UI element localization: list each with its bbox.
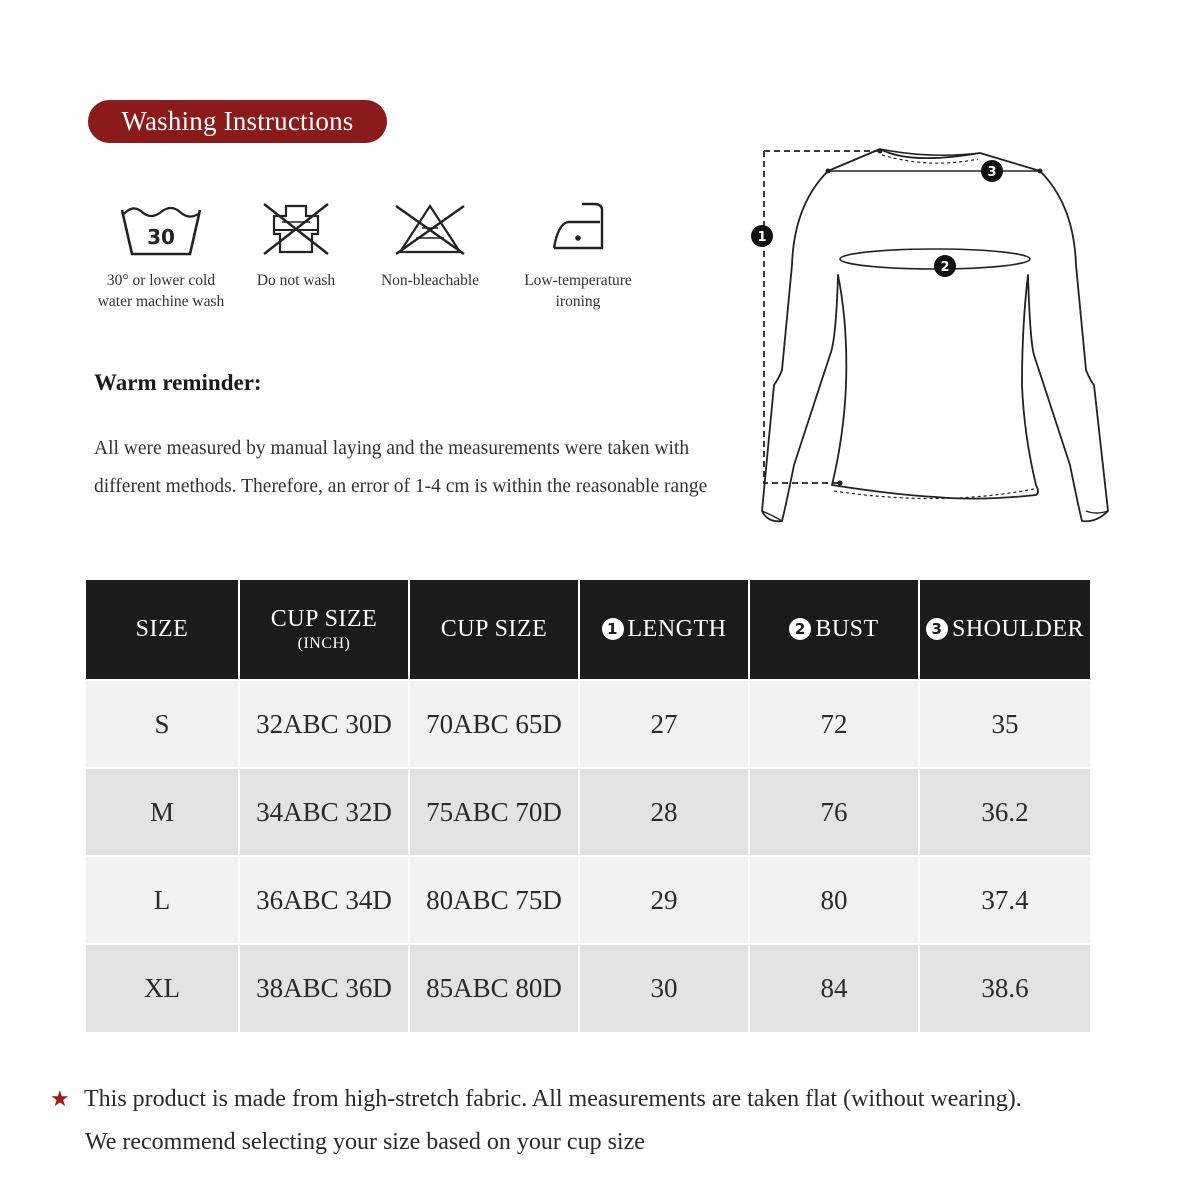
- table-cell: 29: [579, 856, 749, 944]
- cuff-right: [1086, 511, 1108, 513]
- size-chart-table: [86, 580, 1090, 1032]
- marker-bust-label: 2: [940, 260, 950, 275]
- washing-instructions-badge: [88, 100, 387, 143]
- care-item-do-not-wash: [243, 200, 349, 291]
- care-item-low-temp-iron: [508, 200, 648, 312]
- table-row: [86, 944, 1090, 1032]
- table-cell: 72: [749, 680, 919, 768]
- table-row: [86, 856, 1090, 944]
- star-icon: ★: [50, 1087, 70, 1112]
- table-row: [86, 680, 1090, 768]
- care-caption-line1: Non-bleachable: [380, 272, 480, 289]
- table-cell: L: [86, 856, 239, 944]
- table-cell: 38ABC 36D: [239, 944, 409, 1032]
- header-size: SIZE: [86, 580, 239, 680]
- washing-instructions-title: Washing Instructions: [121, 106, 354, 136]
- table-cell: 36.2: [919, 768, 1090, 856]
- warm-reminder-text: All were measured by manual laying and the measurements were taken with different methods. Therefore, an error of 1-4 cm is within the reasonable range: [94, 438, 708, 497]
- header-cup-size: CUP SIZE: [409, 580, 579, 680]
- care-caption-line2: ironing: [555, 293, 601, 310]
- header-length: 1 LENGTH: [579, 580, 749, 680]
- table-row: [86, 768, 1090, 856]
- header-sub-inch: (INCH): [297, 635, 351, 652]
- header-bust: 2 BUST: [749, 580, 919, 680]
- warm-reminder-title: Warm reminder:: [94, 370, 262, 395]
- table-cell: 38.6: [919, 944, 1090, 1032]
- marker-shoulder-label: 3: [987, 165, 997, 180]
- note-line1: This product is made from high-stretch fabric. All measurements are taken flat (without wearing).: [84, 1086, 1022, 1112]
- table-cell: 80ABC 75D: [409, 856, 579, 944]
- care-caption-line1: Low-temperature: [524, 272, 632, 289]
- number-2-icon: 2: [789, 618, 811, 640]
- table-cell: 85ABC 80D: [409, 944, 579, 1032]
- note-line2: We recommend selecting your size based on your cup size: [85, 1129, 645, 1155]
- care-caption-line1: 30° or lower cold: [106, 272, 216, 289]
- table-cell: 28: [579, 768, 749, 856]
- table-cell: 37.4: [919, 856, 1090, 944]
- header-cup-size-inch: CUP SIZE (INCH): [239, 580, 409, 680]
- table-cell: 30: [579, 944, 749, 1032]
- table-cell: 80: [749, 856, 919, 944]
- do-not-wash-icon: [258, 200, 334, 258]
- low-temp-iron-icon: [548, 200, 608, 258]
- table-cell: 70ABC 65D: [409, 680, 579, 768]
- care-item-non-bleach: [370, 200, 490, 291]
- table-cell: 34ABC 32D: [239, 768, 409, 856]
- marker-length-label: 1: [757, 230, 767, 245]
- table-cell: M: [86, 768, 239, 856]
- table-cell: 75ABC 70D: [409, 768, 579, 856]
- table-cell: 36ABC 34D: [239, 856, 409, 944]
- table-cell: 35: [919, 680, 1090, 768]
- garment-outline: [762, 149, 1108, 521]
- table-cell: XL: [86, 944, 239, 1032]
- fabric-note: [50, 1078, 1180, 1163]
- table-cell: 76: [749, 768, 919, 856]
- garment-measurement-diagram: [740, 135, 1120, 535]
- care-caption-line1: Do not wash: [256, 272, 336, 289]
- table-cell: S: [86, 680, 239, 768]
- care-item-wash-30: [86, 200, 236, 312]
- number-1-icon: 1: [602, 618, 624, 640]
- wash-30-icon: [116, 200, 206, 258]
- number-3-icon: 3: [926, 618, 948, 640]
- header-shoulder: 3 SHOULDER: [919, 580, 1090, 680]
- table-cell: 32ABC 30D: [239, 680, 409, 768]
- table-header-row: [86, 580, 1090, 680]
- wash-temperature-label: 30: [147, 225, 175, 249]
- table-cell: 84: [749, 944, 919, 1032]
- length-measure-line: [764, 151, 880, 483]
- care-caption-line2: water machine wash: [97, 293, 225, 310]
- table-cell: 27: [579, 680, 749, 768]
- non-bleach-icon: [392, 200, 468, 258]
